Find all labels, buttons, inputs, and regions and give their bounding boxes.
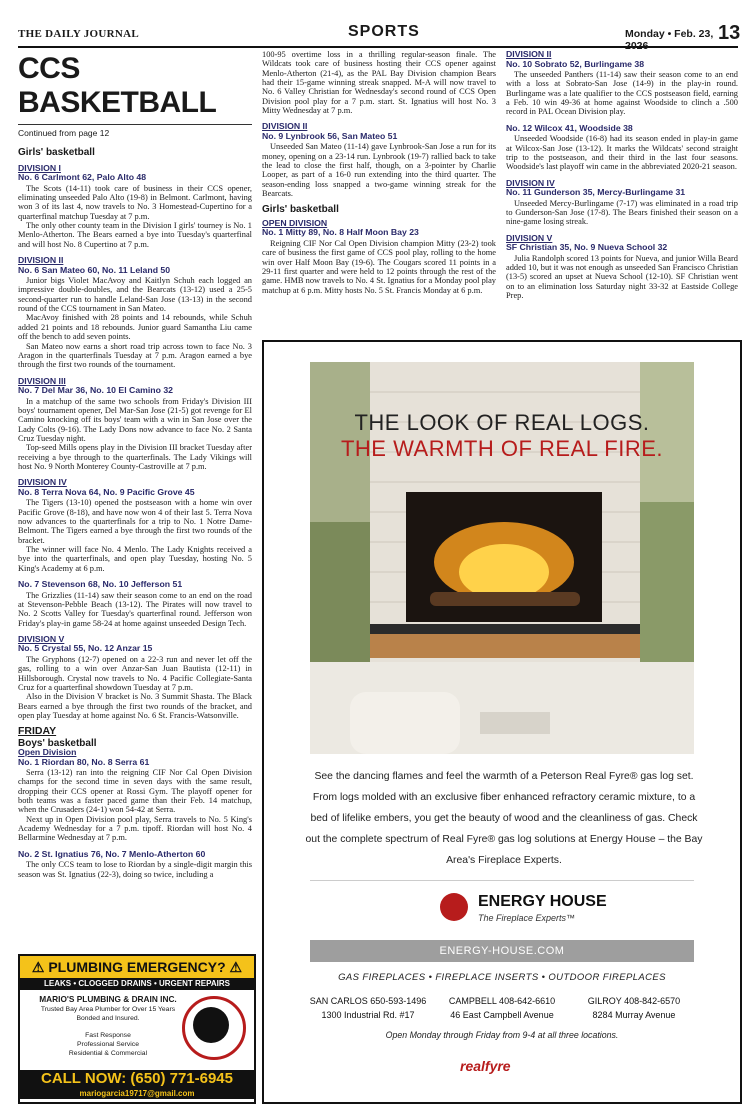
- masthead: [18, 22, 741, 52]
- continued-note: Continued from page 12: [18, 128, 110, 138]
- game-block: [262, 50, 496, 115]
- game-headline: No. 10 Sobrato 52, Burlingame 38: [506, 58, 645, 69]
- plumbing-ad-body: [20, 990, 254, 1070]
- game-headline: No. 8 Terra Nova 64, No. 9 Pacific Grove 45: [18, 486, 195, 497]
- paragraph: Julia Randolph scored 13 points for Nueva, and junior Willa Beard added 10, but it was not enough as unseeded San Francisco Christian (13-5) scored an upset at Nueva School (12-10). SF Christian went on to an elimination loss Saturday night 33-32 at Eastside College Prep.: [506, 253, 738, 300]
- location-address: 1300 Industrial Rd. #17: [321, 1010, 415, 1020]
- division-label: DIVISION IV: [506, 177, 555, 188]
- location-phone: GILROY 408-842-6570: [587, 996, 681, 1006]
- division-label: DIVISION V: [506, 232, 553, 243]
- article-column-3: [506, 50, 738, 340]
- paragraph: Unseeded Woodside (16-8) had its season ended in play-in game at Wilcox-San Jose (13-12). It marks the Wildcats' second straight trip to the postseason, and their third in the last four seasons. Woodside's last playoff win came in the abbreviated 2020-21 season.: [506, 134, 738, 172]
- location-phone: SAN CARLOS 650-593-1496: [309, 996, 427, 1006]
- division-label: DIVISION I: [18, 162, 61, 173]
- product-categories: GAS FIREPLACES • FIREPLACE INSERTS • OUTDOOR FIREPLACES: [338, 972, 666, 983]
- paragraph: The unseeded Panthers (11-14) saw their season come to an end with a loss at Sobrato-San Jose (14-9) in the play-in round. Burlingame was a late qualifier to the CCS postseason field, earning a Feb. 10 win 49-36 at home against Woodside to clinch a .500 record in PAL Ocean Division play.: [506, 70, 738, 117]
- girls-basketball-label: Girls' basketball: [262, 204, 339, 216]
- game-headline: No. 7 Stevenson 68, No. 10 Jefferson 51: [18, 579, 183, 590]
- location-address: 8284 Murray Avenue: [592, 1010, 676, 1020]
- plumber-name: MARIO'S PLUMBING & DRAIN INC.: [39, 994, 177, 1004]
- paragraph: The Scots (14-11) took care of business in their CCS opener, eliminating unseeded Palo Alto (19-8) in Belmont. Carlmont, having won 3 of its last 4, now travels to No. 3 Homestead-Cupertino for a quarterfinal matchup Tuesday at 7 p.m.: [18, 183, 252, 221]
- plumber-logo: [182, 996, 246, 1060]
- plumber-bonded: Bonded and Insured.: [76, 1015, 140, 1022]
- paragraph: The winner will face No. 4 Menlo. The Lady Knights received a bye into the quarterfinals, and open play Tuesday, hosting No. 5 King's Academy at 6 p.m.: [18, 545, 252, 573]
- game-block: [18, 748, 252, 843]
- paragraph: The Gryphons (12-7) opened on a 22-3 run and never let off the gas, rolling to a win over Anzar-San Juan Bautista (12-11) in Hillsborough. Crystal now travels to No. 4 Pacific Collegiate-Santa Cruz for a quarterfinal showdown Tuesday at 7 p.m.: [18, 654, 252, 692]
- website-link[interactable]: ENERGY-HOUSE.COM: [310, 940, 694, 962]
- plumber-feature: Residential & Commercial: [68, 1050, 148, 1057]
- paragraph: The Grizzlies (11-14) saw their season come to an end on the road at Stevenson-Pebble Beach (13-12). The Pirates will now travel to No. 2 Scotts Valley for Tuesday's quarterfinal round. Jefferson won Friday's play-in game 58-24 at home against unseeded Design Tech.: [18, 590, 252, 628]
- paragraph: Junior bigs Violet MacAvoy and Kaitlyn Schuh each logged an impressive double-doubles, and the Bearcats (13-12) used a 25-5 second-quarter run to handle Leland-San Jose (13-13) in the second round of the CCS tournament in San Mateo.: [18, 276, 252, 314]
- boys-basketball-label: Boys' basketball: [18, 737, 97, 749]
- article-column-1: [18, 50, 252, 950]
- paragraph: Unseeded San Mateo (11-14) gave Lynbrook-San Jose a run for its money, opening on a 23-14 run. Lynbrook (19-7) rallied back to take the lead to close the first half, though, on a 3-pointer by Charlie Looper, as part of a 16-0 run extending into the third quarter. The season-ending loss snapped a two-game winning streak for the Bearcats.: [262, 142, 496, 199]
- flame-logo-icon: [440, 893, 468, 921]
- paragraph: Also in the Division V bracket is No. 3 Summit Shasta. The Black Bears earned a bye through the first two rounds of the bracket, and open play Tuesday at home against No. 6 St. Francis-Watsonville.: [18, 692, 252, 720]
- plumber-feature: Fast Response: [85, 1032, 131, 1039]
- paragraph: The only CCS team to lose to Riordan by a single-digit margin this season was St. Ignatius (22-3), doing so twice, including a: [18, 860, 252, 879]
- location-gilroy: [570, 994, 698, 1022]
- plumber-email[interactable]: mariogarcia19717@gmail.com: [20, 1088, 254, 1099]
- location-phone: CAMPBELL 408-642-6610: [448, 996, 556, 1006]
- girls-basketball-label: Girls' basketball: [18, 147, 95, 159]
- paragraph: In a matchup of the same two schools from Friday's Division III boys' tournament opener, Del Mar-San Jose (21-5) got revenge for El Camino knocking off its boys' team with a win in San Jose over the Lady Colts (9-16). The Lady Dons now advance to face No. 2 Santa Cruz Tuesday night.: [18, 396, 252, 443]
- game-headline: No. 1 Mitty 89, No. 8 Half Moon Bay 23: [262, 227, 419, 238]
- game-block: [262, 122, 496, 198]
- division-label: DIVISION III: [18, 375, 66, 386]
- issue-date: Monday • Feb. 23, 2026: [625, 28, 714, 52]
- division-label: DIVISION II: [262, 121, 308, 132]
- ad-headline-line-1: THE LOOK OF REAL LOGS.: [354, 410, 650, 435]
- game-block: [262, 219, 496, 295]
- game-headline: No. 2 St. Ignatius 76, No. 7 Menlo-Atherton 60: [18, 848, 206, 859]
- division-label: OPEN DIVISION: [262, 217, 328, 228]
- game-headline: No. 12 Wilcox 41, Woodside 38: [506, 122, 633, 133]
- location-campbell: [438, 994, 566, 1022]
- article-headline: CCS BASKETBALL: [18, 52, 252, 125]
- division-label: DIVISION IV: [18, 477, 67, 488]
- game-block: [18, 850, 252, 879]
- game-headline: No. 6 Carlmont 62, Palo Alto 48: [18, 172, 147, 183]
- game-headline: SF Christian 35, No. 9 Nueva School 32: [506, 242, 668, 253]
- plumbing-services: LEAKS • CLOGGED DRAINS • URGENT REPAIRS: [20, 978, 254, 990]
- game-headline: No. 6 San Mateo 60, No. 11 Leland 50: [18, 264, 171, 275]
- game-block: [506, 179, 738, 227]
- game-block: [18, 256, 252, 369]
- game-block: [18, 164, 252, 249]
- newspaper-name: THE DAILY JOURNAL: [18, 28, 140, 40]
- ad-headline-line-2: THE WARMTH OF REAL FIRE.: [340, 436, 664, 461]
- game-block: [506, 124, 738, 172]
- division-label: DIVISION V: [18, 633, 65, 644]
- game-block: [506, 234, 738, 301]
- game-block: [18, 580, 252, 628]
- paragraph: San Mateo now earns a short road trip across town to face No. 3 Aragon in the quarterfinals Tuesday at 7 p.m. Aragon earned a bye through the first two rounds of the tournament.: [18, 341, 252, 370]
- game-block: [18, 635, 252, 720]
- paragraph: Top-seed Mills opens play in the Division III bracket Tuesday after receiving a bye through to the quarterfinals. The Lady Vikings will host No. 9 North Monterey County-Castroville at 7 p.m.: [18, 443, 252, 471]
- page-number: 13: [718, 22, 741, 44]
- location-san-carlos: [304, 994, 432, 1022]
- paragraph: 100-95 overtime loss in a thrilling regular-season finale. The Wildcats took care of business hosting their CCS opener against Menlo-Atherton (21-4), as the PAL Bay Division champion Bears had their 15-game winning streak snapped. M-A will now travel to No. 6 Valley Christian for Wednesday's second round of CCS Open Division pool play for a 7 p.m. start. St. Ignatius will host No. 3 Mitty Wednesday at 7 p.m.: [262, 50, 496, 116]
- paragraph: Unseeded Mercy-Burlingame (7-17) was eliminated in a road trip to Gunderson-San Jose (17-8). The Bears finished their season on a nine-game losing streak.: [506, 198, 738, 227]
- store-hours: Open Monday through Friday from 9-4 at all three locations.: [385, 1030, 619, 1040]
- game-headline: No. 1 Riordan 80, No. 8 Serra 61: [18, 756, 150, 767]
- plumber-phone[interactable]: CALL NOW: (650) 771-6945: [20, 1070, 254, 1088]
- article-column-2: [262, 50, 496, 340]
- energy-house-brand: [310, 880, 694, 941]
- plumber-feature: Professional Service: [77, 1041, 139, 1048]
- paragraph: Reigning CIF Nor Cal Open Division champion Mitty (23-2) took care of business the first game of CCS pool play, rolling to the home win over Half Moon Bay (19-6). The Cougars scored 11 points in a 29-11 first quarter and were held to 12 points through the rest of the game. HMB now travels to No. 4 St. Ignatius for a Monday pool play matchup at 6 p.m. Mitty hosts No. 5 St. Francis Monday at 6 p.m.: [262, 238, 496, 295]
- game-block: [18, 478, 252, 573]
- plumbing-ad[interactable]: [18, 954, 256, 1104]
- realfyre-logo: realfyre: [460, 1058, 511, 1074]
- paragraph: Next up in Open Division pool play, Serra travels to No. 5 King's Academy Wednesday for a 7 p.m. tipoff. Riordan will host No. 4 Bellarmine Wednesday at 7 p.m.: [18, 814, 252, 843]
- logo-icon: [193, 1007, 229, 1043]
- game-headline: No. 9 Lynbrook 56, San Mateo 51: [262, 130, 398, 141]
- brand-tagline: The Fireplace Experts™: [478, 913, 576, 923]
- plumber-tagline: Trusted Bay Area Plumber for Over 15 Years: [40, 1006, 176, 1013]
- paragraph: The only other county team in the Division I girls' tourney is No. 1 Menlo-Atherton. The Bears earned a bye into Tuesday's quarterfinal and will host No. 8 Cupertino at 7 p.m.: [18, 221, 252, 249]
- ad-headline: [310, 410, 694, 462]
- energy-house-ad[interactable]: [262, 340, 742, 1104]
- game-block: [506, 50, 738, 117]
- paragraph: Serra (13-12) ran into the reigning CIF Nor Cal Open Division champs for the second time in seven days with the same result, dropping their CCS opener at Rossi Gym. The playoff opener for both teams was a faster paced game than their Feb. 14 matchup, when the Crusaders (24-1) won 54-42 at Serra.: [18, 768, 252, 815]
- paragraph: MacAvoy finished with 28 points and 14 rebounds, while Schuh added 21 points and 18 rebounds. Junior guard Samantha Liu came off the bench to add seven points.: [18, 313, 252, 342]
- location-address: 46 East Campbell Avenue: [450, 1010, 554, 1020]
- brand-name: ENERGY HOUSE: [478, 893, 607, 910]
- game-headline: No. 11 Gunderson 35, Mercy-Burlingame 31: [506, 187, 686, 198]
- paragraph: The Tigers (13-10) opened the postseason with a home win over Pacific Grove (8-18), and have now won 4 of their last 5. Terra Nova now advances to the quarterfinals for a trip to No. 1 Notre Dame-Belmont. The Tigers earned a bye through the first two rounds of the bracket.: [18, 498, 252, 545]
- game-block: [18, 377, 252, 472]
- friday-heading: FRIDAY: [18, 725, 57, 738]
- game-headline: No. 5 Crystal 55, No. 12 Anzar 15: [18, 643, 153, 654]
- ad-copy: See the dancing flames and feel the warmth of a Peterson Real Fyre® gas log set. From logs molded with an exclusive fiber enhanced refractory ceramic mixture, to a bed of lifelike embers, you get the beauty of wood and the cleanliness of gas. Check out the complete spectrum of Real Fyre® gas log solutions at Energy House – the Bay Area's Fireplace Experts.: [305, 771, 703, 866]
- section-title: SPORTS: [348, 23, 420, 40]
- game-headline: No. 7 Del Mar 36, No. 10 El Camino 32: [18, 385, 173, 396]
- division-label: DIVISION II: [506, 50, 552, 59]
- division-label: DIVISION II: [18, 255, 64, 266]
- division-label: Open Division: [18, 747, 77, 757]
- plumbing-ad-headline: ⚠ PLUMBING EMERGENCY? ⚠: [20, 956, 254, 978]
